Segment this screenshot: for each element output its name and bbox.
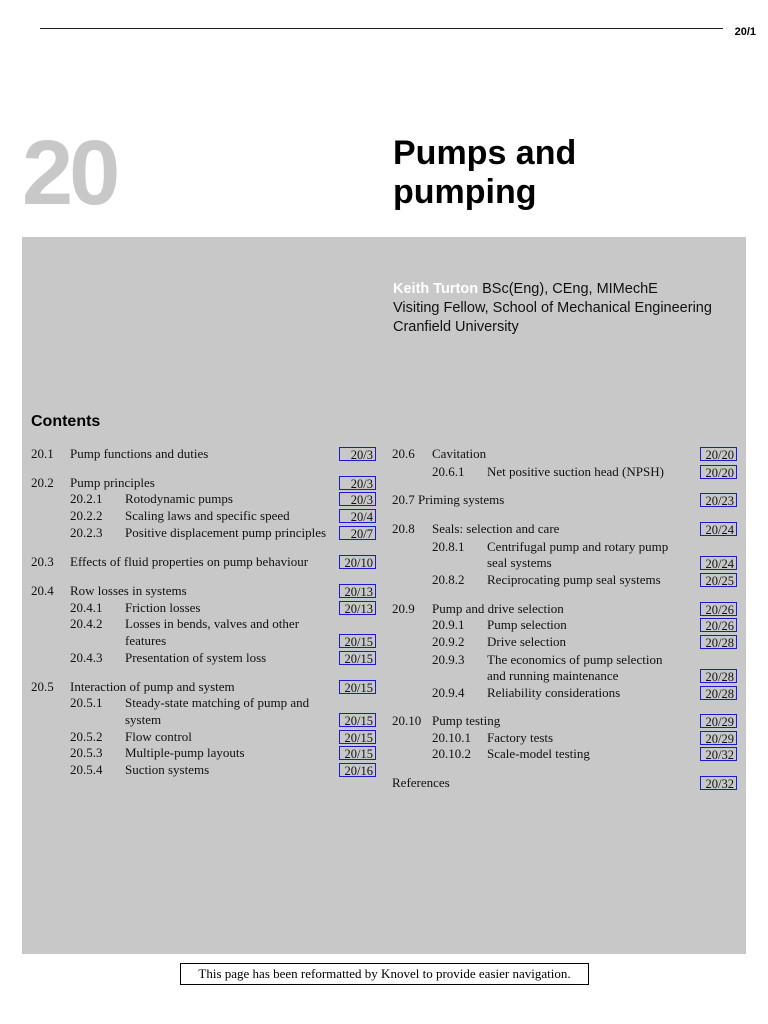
author-name-line	[393, 280, 743, 299]
author-institution: Cranfield University	[393, 319, 519, 335]
toc-page-link[interactable]: 20/20	[700, 447, 737, 461]
toc-page-link[interactable]: 20/26	[700, 602, 737, 616]
toc-entry-number: 20.9.2	[432, 634, 465, 649]
toc-entry	[0, 775, 760, 791]
contents-heading: Contents	[31, 413, 101, 430]
toc-entry-title: Reliability considerations	[487, 685, 621, 700]
toc-entry-number: 20.9	[392, 601, 415, 616]
toc-entry-title: Pump functions and duties	[70, 446, 209, 461]
toc-entry	[0, 685, 760, 701]
toc-entry-number: 20.10.2	[432, 746, 471, 761]
toc-page-link[interactable]: 20/15	[339, 680, 376, 694]
toc-entry	[0, 746, 760, 762]
toc-entry-number: 20.10.1	[432, 730, 471, 745]
toc-page-link[interactable]: 20/15	[339, 634, 376, 648]
toc-entry-title: seal systems	[487, 555, 552, 570]
toc-entry-title: Friction losses	[125, 600, 201, 615]
toc-page-link[interactable]: 20/4	[339, 509, 376, 523]
toc-page-link[interactable]: 20/23	[700, 493, 737, 507]
toc-entry-title: 20.7 Priming systems	[392, 492, 505, 507]
toc-entry-title: Drive selection	[487, 634, 567, 649]
toc-page-link[interactable]: 20/28	[700, 635, 737, 649]
toc-entry-title: Positive displacement pump principles	[125, 525, 327, 540]
toc-page-link[interactable]: 20/25	[700, 573, 737, 587]
toc-page-link[interactable]: 20/10	[339, 555, 376, 569]
chapter-title-line-1: Pumps and	[393, 134, 577, 172]
toc-page-link[interactable]: 20/32	[700, 776, 737, 790]
toc-entry-title: Pump testing	[432, 713, 501, 728]
toc-entry	[0, 464, 760, 480]
toc-entry-number: 20.8	[392, 521, 415, 536]
toc-entry	[0, 572, 760, 588]
toc-entry	[0, 521, 760, 537]
toc-entry-number: 20.9.1	[432, 617, 465, 632]
toc-entry-title: Pump selection	[487, 617, 567, 632]
toc-entry-title: Scaling laws and specific speed	[125, 508, 290, 523]
toc-entry-number: 20.4.3	[70, 650, 103, 665]
toc-entry	[0, 668, 760, 684]
toc-entry	[0, 492, 760, 508]
toc-entry	[0, 617, 760, 633]
toc-page-link[interactable]: 20/15	[339, 746, 376, 760]
toc-entry-number: 20.4	[31, 583, 54, 598]
toc-entry-title: Interaction of pump and system	[70, 679, 235, 694]
page-number: 20/1	[734, 26, 756, 38]
toc-entry-number: 20.5.4	[70, 762, 103, 777]
chapter-title	[393, 134, 723, 212]
toc-entry-title: Effects of fluid properties on pump behaviour	[70, 554, 309, 569]
toc-entry	[0, 446, 760, 462]
toc-entry-title: Rotodynamic pumps	[125, 491, 233, 506]
toc-entry-title: system	[125, 712, 162, 727]
toc-page-link[interactable]: 20/13	[339, 584, 376, 598]
toc-entry	[0, 539, 760, 555]
toc-entry-title: Cavitation	[432, 446, 487, 461]
toc-entry	[0, 601, 760, 617]
toc-entry-title: Pump principles	[70, 475, 155, 490]
toc-entry-number: 20.5.1	[70, 695, 103, 710]
toc-entry-title: Multiple-pump layouts	[125, 745, 245, 760]
toc-entry-number: 20.6	[392, 446, 415, 461]
toc-entry-number: 20.2.1	[70, 491, 103, 506]
toc-entry-title: Pump and drive selection	[432, 601, 564, 616]
toc-entry-title: features	[125, 633, 167, 648]
toc-page-link[interactable]: 20/20	[700, 465, 737, 479]
toc-page-link[interactable]: 20/3	[339, 447, 376, 461]
toc-page-link[interactable]: 20/13	[339, 601, 376, 615]
toc-entry-number: 20.10	[392, 713, 422, 728]
toc-entry-title: Steady-state matching of pump and	[125, 695, 310, 710]
toc-entry-number: 20.8.1	[432, 539, 465, 554]
author-block	[393, 280, 743, 337]
toc-entry-number: 20.6.1	[432, 464, 465, 479]
toc-page-link[interactable]: 20/28	[700, 686, 737, 700]
toc-entry	[0, 652, 760, 668]
toc-page-link[interactable]: 20/24	[700, 522, 737, 536]
toc-entry-title: Presentation of system loss	[125, 650, 267, 665]
toc-entry-title: References	[392, 775, 450, 790]
toc-page-link[interactable]: 20/15	[339, 730, 376, 744]
knovel-note: This page has been reformatted by Knovel to provide easier navigation.	[180, 963, 589, 985]
toc-page-link[interactable]: 20/3	[339, 492, 376, 506]
toc-page-link[interactable]: 20/28	[700, 669, 737, 683]
toc-page-link[interactable]: 20/15	[339, 651, 376, 665]
toc-page-link[interactable]: 20/15	[339, 713, 376, 727]
toc-entry-number: 20.9.4	[432, 685, 465, 700]
chapter-number: 20	[22, 122, 117, 224]
header-rule	[40, 28, 723, 29]
toc-entry-number: 20.9.3	[432, 652, 465, 667]
toc-page-link[interactable]: 20/16	[339, 763, 376, 777]
toc-entry	[0, 730, 760, 746]
chapter-title-line-2: pumping	[393, 173, 537, 211]
toc-page-link[interactable]: 20/7	[339, 526, 376, 540]
toc-entry-number: 20.8.2	[432, 572, 465, 587]
toc-entry-number: 20.5.3	[70, 745, 103, 760]
toc-entry-title: Seals: selection and care	[432, 521, 560, 536]
toc-entry-number: 20.3	[31, 554, 54, 569]
toc-entry-title: Losses in bends, valves and other	[125, 616, 300, 631]
toc-entry-title: Centrifugal pump and rotary pump	[487, 539, 669, 554]
toc-page-link[interactable]: 20/26	[700, 618, 737, 632]
toc-entry-number: 20.5	[31, 679, 54, 694]
toc-entry-number: 20.1	[31, 446, 54, 461]
toc-page-link[interactable]: 20/3	[339, 476, 376, 490]
toc-page-link[interactable]: 20/29	[700, 731, 737, 745]
toc-page-link[interactable]: 20/29	[700, 714, 737, 728]
toc-entry-number: 20.4.1	[70, 600, 103, 615]
toc-entry-title: Flow control	[125, 729, 192, 744]
toc-entry-number: 20.5.2	[70, 729, 103, 744]
toc-entry-number: 20.4.2	[70, 616, 103, 631]
toc-entry-title: Factory tests	[487, 730, 554, 745]
toc-entry-number: 20.2	[31, 475, 54, 490]
toc-entry-number: 20.2.3	[70, 525, 103, 540]
author-position: Visiting Fellow, School of Mechanical Engineering	[393, 300, 712, 316]
toc-entry-title: The economics of pump selection	[487, 652, 663, 667]
author-name: Keith Turton	[393, 281, 479, 297]
toc-entry-title: Scale-model testing	[487, 746, 590, 761]
toc-entry-title: Reciprocating pump seal systems	[487, 572, 661, 587]
toc-entry	[0, 713, 760, 729]
author-credentials: BSc(Eng), CEng, MIMechE	[482, 281, 658, 297]
toc-entry-title: Net positive suction head (NPSH)	[487, 464, 664, 479]
toc-entry-title: Row losses in systems	[70, 583, 187, 598]
toc-page-link[interactable]: 20/32	[700, 747, 737, 761]
toc-entry-number: 20.2.2	[70, 508, 103, 523]
toc-entry-title: Suction systems	[125, 762, 210, 777]
toc-entry-title: and running maintenance	[487, 668, 619, 683]
toc-page-link[interactable]: 20/24	[700, 556, 737, 570]
toc-entry	[0, 634, 760, 650]
toc-entry	[0, 555, 760, 571]
